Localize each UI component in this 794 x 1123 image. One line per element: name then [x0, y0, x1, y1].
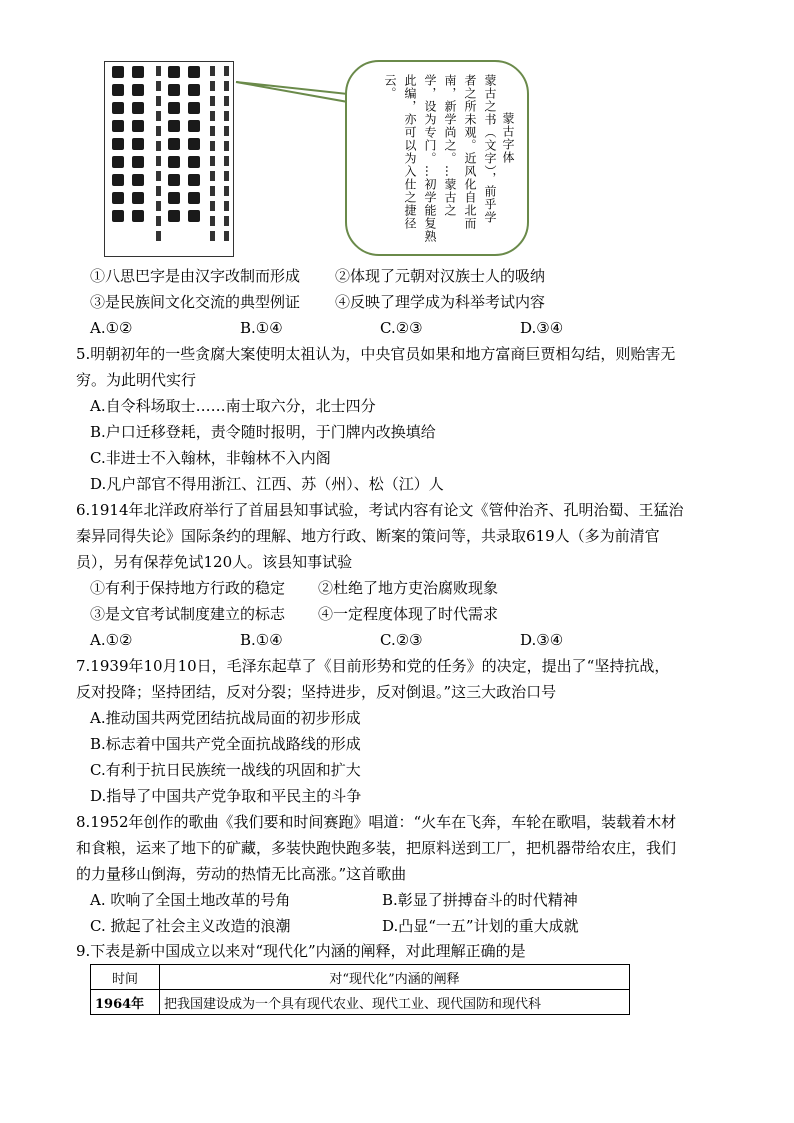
q4-option-d[interactable]: D.③④: [520, 319, 564, 337]
q5-stem-line-1: 5.明朝初年的一些贪腐大案使明太祖认为，中央官员如果和地方富商巨贾相勾结，则贻害无: [76, 345, 676, 363]
bubble-col-7: 云。: [383, 74, 397, 100]
q8-option-b[interactable]: B.彰显了拼搏奋斗的时代精神: [382, 891, 578, 909]
q8-option-c[interactable]: C. 掀起了社会主义改造的浪潮: [90, 917, 291, 935]
q5-option-c[interactable]: C.非进士不入翰林，非翰林不入内阁: [90, 449, 331, 467]
table-header-time: 时间: [91, 965, 160, 990]
q6-stem-line-2: 秦异同得失论》国际条约的理解、地方行政、断案的策问等，共录取619人（多为前清官: [76, 527, 660, 545]
q7-option-a[interactable]: A.推动国共两党团结抗战局面的初步形成: [90, 709, 361, 727]
bubble-col-3: 者之所未观。近风化自北而: [463, 74, 477, 230]
q6-stem-line-1: 6.1914年北洋政府举行了首届县知事试验，考试内容有论文《管仲治齐、孔明治蜀、王猛治: [76, 501, 684, 519]
q5-stem-line-2: 穷。为此明代实行: [76, 371, 197, 389]
bubble-col-5: 学，设为专门。…初学能复熟: [423, 74, 437, 243]
q4-item-2: ②体现了元朝对汉族士人的吸纳: [335, 267, 546, 285]
q7-option-b[interactable]: B.标志着中国共产党全面抗战路线的形成: [90, 735, 361, 753]
q4-option-a[interactable]: A.①②: [90, 319, 133, 337]
bubble-col-6: 此编，亦可以为入仕之捷径: [403, 74, 417, 230]
q4-item-4: ④反映了理学成为科举考试内容: [335, 293, 546, 311]
table-cell-explanation: 把我国建设成为一个具有现代农业、现代工业、现代国防和现代科: [160, 990, 630, 1015]
q7-stem-line-1: 7.1939年10月10日，毛泽东起草了《目前形势和党的任务》的决定，提出了“坚持抗战，: [76, 657, 670, 675]
scanned-book-page-image: [104, 61, 234, 257]
modernization-table: [90, 964, 630, 1015]
q8-option-a[interactable]: A. 吹响了全国土地改革的号角: [90, 891, 291, 909]
bubble-col-4: 南，新学尚之。…蒙古之: [443, 74, 457, 217]
q7-option-d[interactable]: D.指导了中国共产党争取和平民主的斗争: [90, 787, 362, 805]
q8-stem-line-3: 的力量移山倒海，劳动的热情无比高涨。”这首歌曲: [76, 865, 407, 883]
q5-option-a[interactable]: A.自令科场取士……南士取六分，北士四分: [90, 397, 376, 415]
q8-option-d[interactable]: D.凸显“一五”计划的重大成就: [382, 917, 579, 935]
table-header-row: [91, 965, 630, 990]
q7-stem-line-2: 反对投降；坚持团结，反对分裂；坚持进步，反对倒退。”这三大政治口号: [76, 683, 557, 701]
q4-item-3: ③是民族间文化交流的典型例证: [90, 293, 301, 311]
q6-option-b[interactable]: B.①④: [240, 631, 283, 649]
q6-item-2: ②杜绝了地方吏治腐败现象: [318, 579, 499, 597]
q4-option-c[interactable]: C.②③: [380, 319, 423, 337]
q6-item-3: ③是文官考试制度建立的标志: [90, 605, 286, 623]
callout-pointer: [230, 70, 350, 130]
q4-item-1: ①八思巴字是由汉字改制而形成: [90, 267, 301, 285]
q4-option-b[interactable]: B.①④: [240, 319, 283, 337]
q6-item-1: ①有利于保持地方行政的稳定: [90, 579, 286, 597]
bubble-col-1: 蒙古字体: [501, 112, 515, 164]
q5-option-d[interactable]: D.凡户部官不得用浙江、江西、苏（州）、松（江）人: [90, 475, 444, 493]
table-cell-year: 1964年: [91, 990, 160, 1015]
q8-stem-line-2: 和食粮，运来了地下的矿藏，多装快跑快跑多装，把原料送到工厂，把机器带给农庄，我们: [76, 839, 677, 857]
q6-option-c[interactable]: C.②③: [380, 631, 423, 649]
table-row: [91, 990, 630, 1015]
q6-item-4: ④一定程度体现了时代需求: [318, 605, 499, 623]
callout-bubble: [345, 60, 529, 256]
q8-stem-line-1: 8.1952年创作的歌曲《我们要和时间赛跑》唱道：“火车在飞奔，车轮在歌唱，装载着木材: [76, 813, 677, 831]
q9-stem: 9.下表是新中国成立以来对“现代化”内涵的阐释，对此理解正确的是: [76, 942, 526, 960]
q7-option-c[interactable]: C.有利于抗日民族统一战线的巩固和扩大: [90, 761, 361, 779]
q5-option-b[interactable]: B.户口迁移登耗，责令随时报明，于门牌内改换填给: [90, 423, 436, 441]
table-header-explanation: 对“现代化”内涵的阐释: [160, 965, 630, 990]
q6-option-a[interactable]: A.①②: [90, 631, 133, 649]
q6-option-d[interactable]: D.③④: [520, 631, 564, 649]
q6-stem-line-3: 员），另有保荐免试120人。该县知事试验: [76, 553, 353, 571]
bubble-col-2: 蒙古之书（文字），前乎学: [483, 74, 497, 224]
